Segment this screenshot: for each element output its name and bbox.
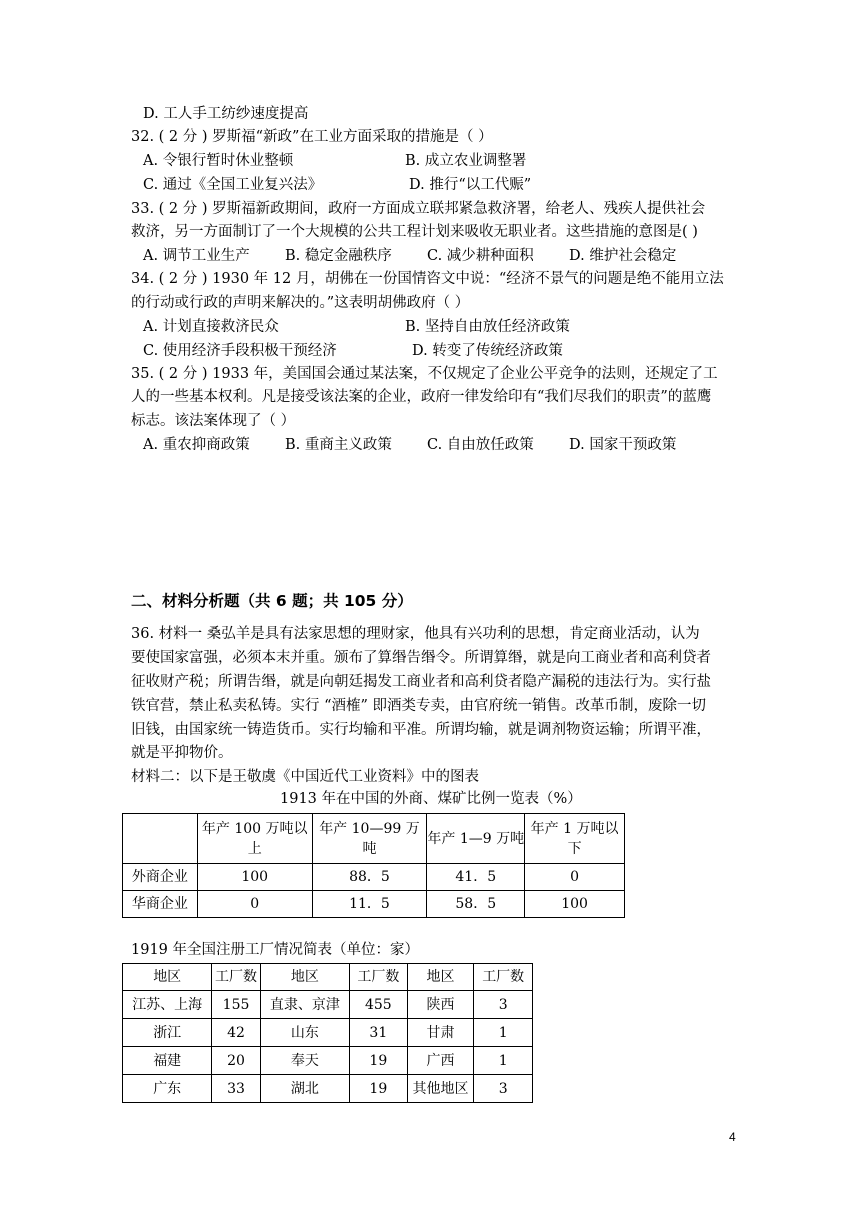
q36-line: 征收财产税；所谓告缗，就是向朝廷揭发工商业者和高利贷者隐产漏税的违法行为。实行盐 (131, 674, 711, 690)
q34-option-d: D. 转变了传统经济政策 (412, 343, 563, 359)
q35-option-d: D. 国家干预政策 (569, 437, 677, 453)
table-cell: 19 (350, 1075, 408, 1103)
table-cell: 31 (350, 1019, 408, 1047)
q32-option-a: A. 令银行暂时休业整顿 (143, 153, 294, 169)
q33-stem-line1: 33. ( 2 分 ) 罗斯福新政期间，政府一方面成立联邦紧急救济署，给老人、残疾人提供社会 (131, 201, 706, 217)
table-cell: 0 (525, 864, 625, 891)
table-cell: 陕西 (407, 991, 474, 1019)
q36-line: 要使国家富强，必须本末并重。颁布了算缗告缗令。所谓算缗，就是向工商业者和高利贷者 (131, 650, 711, 666)
q33-option-d: D. 维护社会稳定 (569, 248, 677, 264)
table-row (123, 891, 625, 918)
table-cell: 直隶、京津 (260, 991, 349, 1019)
q34-option-a: A. 计划直接救济民众 (143, 319, 279, 335)
q32-stem: 32. ( 2 分 ) 罗斯福“新政”在工业方面采取的措施是（ ） (131, 129, 493, 145)
q32-option-b: B. 成立农业调整署 (405, 153, 527, 169)
factory-table (122, 963, 533, 1103)
table2-caption: 1919 年全国注册工厂情况简表（单位：家） (131, 942, 420, 958)
table-cell: 1 (474, 1019, 533, 1047)
q36-line: 铁官营，禁止私卖私铸。实行 “酒榷” 即酒类专卖，由官府统一销售。改革币制，废除一切 (131, 698, 707, 714)
table1-caption: 1913 年在中国的外商、煤矿比例一览表（%） (280, 791, 582, 807)
q34-option-b: B. 坚持自由放任经济政策 (405, 319, 570, 335)
table-cell: 福建 (123, 1047, 212, 1075)
page-number: 4 (729, 1130, 736, 1144)
q34-stem-line2: 的行动或行政的声明来解决的。”这表明胡佛政府（ ） (131, 295, 470, 311)
table-cell: 外商企业 (123, 864, 198, 891)
table-cell: 广西 (407, 1047, 474, 1075)
q33-option-a: A. 调节工业生产 (143, 248, 250, 264)
q35-option-a: A. 重农抑商政策 (143, 437, 250, 453)
q36-line: 就是平抑物价。 (131, 745, 233, 761)
table-cell: 1 (474, 1047, 533, 1075)
table-cell: 41．5 (427, 864, 525, 891)
table-row (123, 864, 625, 891)
table-header-cell: 工厂数 (474, 964, 533, 991)
table-header-cell: 年产 100 万吨以 上 (197, 814, 312, 864)
table-cell: 其他地区 (407, 1075, 474, 1103)
q32-option-d: D. 推行“以工代赈” (409, 177, 532, 193)
coal-mine-table (122, 813, 625, 918)
table-cell: 100 (525, 891, 625, 918)
table-cell: 奉天 (260, 1047, 349, 1075)
table-cell: 3 (474, 1075, 533, 1103)
table-cell: 浙江 (123, 1019, 212, 1047)
table-header-cell (123, 814, 198, 864)
q36-line: 36. 材料一 桑弘羊是具有法家思想的理财家，他具有兴功利的思想，肯定商业活动，认为 (131, 626, 700, 642)
table-cell: 甘肃 (407, 1019, 474, 1047)
table-cell: 88．5 (312, 864, 427, 891)
q34-stem-line1: 34. ( 2 分 ) 1930 年 12 月，胡佛在一份国情咨文中说：“经济不景气的问题是绝不能用立法 (131, 271, 724, 287)
table-cell: 山东 (260, 1019, 349, 1047)
table-row (123, 1075, 533, 1103)
q32-option-c: C. 通过《全国工业复兴法》 (143, 177, 323, 193)
q35-stem-line2: 人的一些基本权利。凡是接受该法案的企业，政府一律发给印有“我们尽我们的职责”的蓝鹰 (131, 389, 712, 405)
table-row (123, 1019, 533, 1047)
table-row (123, 991, 533, 1019)
q36-line: 旧钱，由国家统一铸造货币。实行均输和平准。所谓均输，就是调剂物资运输；所谓平准， (131, 722, 711, 738)
q35-option-b: B. 重商主义政策 (285, 437, 392, 453)
q35-stem-line3: 标志。该法案体现了（ ） (131, 413, 296, 429)
table-cell: 华商企业 (123, 891, 198, 918)
table-header-cell: 地区 (260, 964, 349, 991)
table-header-cell: 年产 1—9 万吨 (427, 814, 525, 864)
table-header-cell: 年产 10—99 万吨 (312, 814, 427, 864)
q35-option-c: C. 自由放任政策 (427, 437, 534, 453)
q33-option-c: C. 减少耕种面积 (427, 248, 534, 264)
table-cell: 455 (350, 991, 408, 1019)
q35-stem-line1: 35. ( 2 分 ) 1933 年，美国国会通过某法案，不仅规定了企业公平竞争的法则，还规定了工 (131, 366, 718, 382)
table-header-cell: 地区 (123, 964, 212, 991)
section-heading: 二、材料分析题（共 6 题；共 105 分） (131, 592, 413, 610)
table-cell: 20 (212, 1047, 260, 1075)
table-cell: 0 (197, 891, 312, 918)
table-header-row (123, 814, 625, 864)
table-header-cell: 工厂数 (212, 964, 260, 991)
table-cell: 11．5 (312, 891, 427, 918)
table-header-cell: 地区 (407, 964, 474, 991)
table-cell: 42 (212, 1019, 260, 1047)
table-cell: 33 (212, 1075, 260, 1103)
table-row (123, 1047, 533, 1075)
material-two-intro: 材料二：以下是王敬虞《中国近代工业资料》中的图表 (131, 769, 479, 785)
table-cell: 湖北 (260, 1075, 349, 1103)
table-cell: 155 (212, 991, 260, 1019)
table-header-row (123, 964, 533, 991)
table-cell: 19 (350, 1047, 408, 1075)
q34-option-c: C. 使用经济手段积极干预经济 (143, 343, 337, 359)
q33-stem-line2: 救济，另一方面制订了一个大规模的公共工程计划来吸收无职业者。这些措施的意图是( ) (131, 224, 698, 240)
table-cell: 58．5 (427, 891, 525, 918)
table-header-cell: 年产 1 万吨以 下 (525, 814, 625, 864)
table-cell: 江苏、上海 (123, 991, 212, 1019)
q31-option-d: D. 工人手工纺纱速度提高 (143, 106, 309, 122)
table-cell: 广东 (123, 1075, 212, 1103)
table-cell: 3 (474, 991, 533, 1019)
table-cell: 100 (197, 864, 312, 891)
q33-option-b: B. 稳定金融秩序 (285, 248, 392, 264)
table-header-cell: 工厂数 (350, 964, 408, 991)
